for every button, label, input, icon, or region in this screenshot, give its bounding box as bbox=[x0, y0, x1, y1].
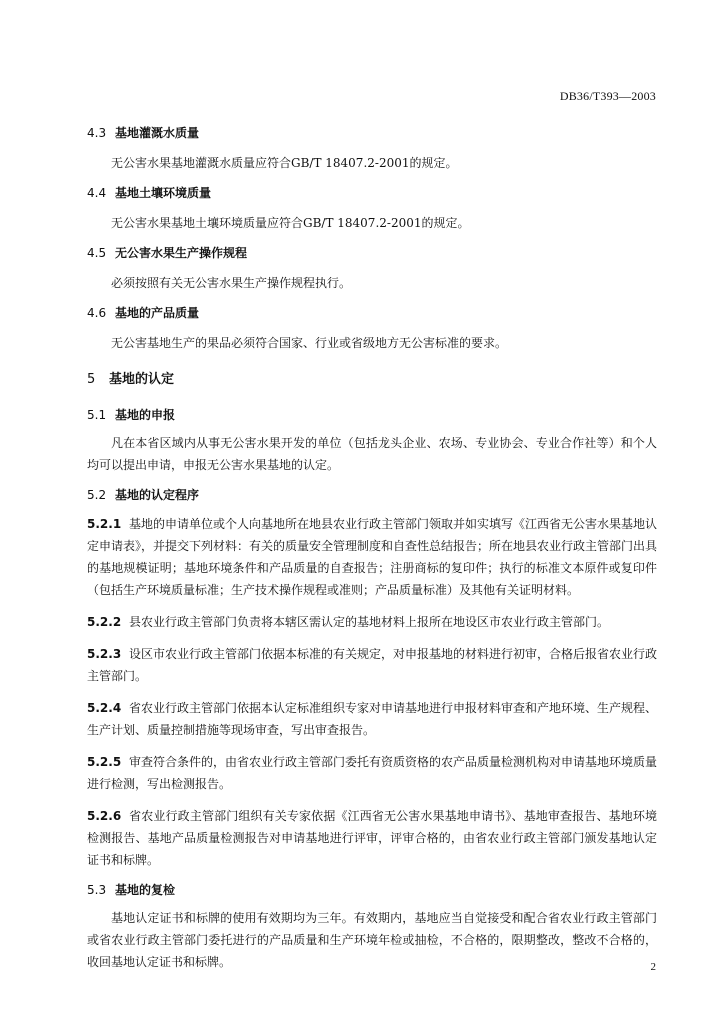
section-number: 5.3 bbox=[87, 883, 107, 897]
clause-text: 设区市农业行政主管部门依据本标准的有关规定，对申报基地的材料进行初审，合格后报省农业行政主管部门。 bbox=[87, 647, 658, 683]
clause-5-2-2 bbox=[87, 611, 657, 633]
clause-number: 5.2.4 bbox=[87, 701, 122, 715]
section-heading-4-3 bbox=[87, 124, 657, 142]
section-heading-5-3 bbox=[87, 881, 657, 899]
section-title: 基地的复检 bbox=[115, 883, 176, 897]
clause-5-2-4 bbox=[87, 697, 657, 741]
section-number: 4.3 bbox=[87, 126, 107, 140]
section-heading-4-5 bbox=[87, 244, 657, 262]
section-number: 5.2 bbox=[87, 488, 107, 502]
clause-text: 省农业行政主管部门依据本认定标准组织专家对申请基地进行申报材料审查和产地环境、生产规程、生产计划、质量控制措施等现场审查，写出审查报告。 bbox=[87, 701, 658, 737]
section-number: 5.1 bbox=[87, 408, 107, 422]
clause-5-2-1 bbox=[87, 513, 657, 601]
document-code: DB36/T393—2003 bbox=[559, 89, 656, 103]
section-paragraph: 无公害基地生产的果品必须符合国家、行业或省级地方无公害标准的要求。 bbox=[111, 336, 508, 350]
section-heading-4-6 bbox=[87, 304, 657, 322]
section-heading-4-4 bbox=[87, 184, 657, 202]
clause-text: 县农业行政主管部门负责将本辖区需认定的基地材料上报所在地设区市农业行政主管部门。 bbox=[129, 615, 610, 629]
clause-5-2-5 bbox=[87, 751, 657, 795]
section-number: 4.6 bbox=[87, 306, 107, 320]
clause-text: 审查符合条件的，由省农业行政主管部门委托有资质资格的农产品质量检测机构对申请基地环境质量进行检测，写出检测报告。 bbox=[87, 755, 658, 791]
clause-number: 5.2.1 bbox=[87, 517, 122, 531]
section-paragraph: 基地认定证书和标牌的使用有效期均为三年。有效期内，基地应当自觉接受和配合省农业行政主管部门或省农业行政主管部门委托进行的产品质量和生产环境年检或抽检，不合格的，限期整改，整改不合格的，收回基地认定证书和标牌。 bbox=[87, 911, 657, 969]
page-number: 2 bbox=[650, 961, 656, 973]
section-heading-5 bbox=[87, 370, 657, 390]
clause-text: 省农业行政主管部门组织有关专家依据《江西省无公害水果基地申请书》、基地审查报告、基地环境检测报告、基地产品质量检测报告对申请基地进行评审，评审合格的，由省农业行政主管部门颁发基地认定证书和标牌。 bbox=[87, 809, 657, 867]
section-heading-5-2 bbox=[87, 486, 657, 504]
clause-number: 5.2.2 bbox=[87, 615, 122, 629]
clause-5-2-6 bbox=[87, 805, 657, 871]
section-paragraph: 无公害水果基地灌溉水质量应符合GB/T 18407.2-2001的规定。 bbox=[111, 156, 458, 170]
section-paragraph: 必须按照有关无公害水果生产操作规程执行。 bbox=[111, 276, 352, 290]
section-title: 基地的产品质量 bbox=[115, 306, 200, 320]
section-title: 基地的认定程序 bbox=[115, 488, 200, 502]
section-title: 基地的申报 bbox=[115, 408, 176, 422]
clause-5-2-3 bbox=[87, 643, 657, 687]
clause-text: 基地的申请单位或个人向基地所在地县农业行政主管部门领取并如实填写《江西省无公害水果基地认定申请表》，并提交下列材料：有关的质量安全管理制度和自查性总结报告；所在地县农业行政主管部门出具的基地规模证明；基地环境条件和产品质量的自查报告；注册商标的复印件；执行的标准文本原件或复印件（包括生产环境质量标准；生产技术操作规程或准则；产品质量标准）及其他有关证明材料。 bbox=[87, 517, 658, 597]
section-title: 基地灌溉水质量 bbox=[115, 126, 200, 140]
section-number: 4.4 bbox=[87, 186, 107, 200]
clause-number: 5.2.5 bbox=[87, 755, 122, 769]
document-body bbox=[87, 124, 657, 973]
section-title: 基地土壤环境质量 bbox=[115, 186, 212, 200]
section-paragraph: 无公害水果基地土壤环境质量应符合GB/T 18407.2-2001的规定。 bbox=[111, 216, 470, 230]
section-number: 5 bbox=[87, 372, 96, 387]
section-title: 无公害水果生产操作规程 bbox=[115, 246, 248, 260]
section-paragraph: 凡在本省区域内从事无公害水果开发的单位（包括龙头企业、农场、专业协会、专业合作社等）和个人均可以提出申请，申报无公害水果基地的认定。 bbox=[87, 436, 657, 472]
clause-number: 5.2.3 bbox=[87, 647, 122, 661]
section-number: 4.5 bbox=[87, 246, 107, 260]
section-heading-5-1 bbox=[87, 406, 657, 424]
section-title: 基地的认定 bbox=[109, 372, 175, 387]
clause-number: 5.2.6 bbox=[87, 809, 122, 823]
